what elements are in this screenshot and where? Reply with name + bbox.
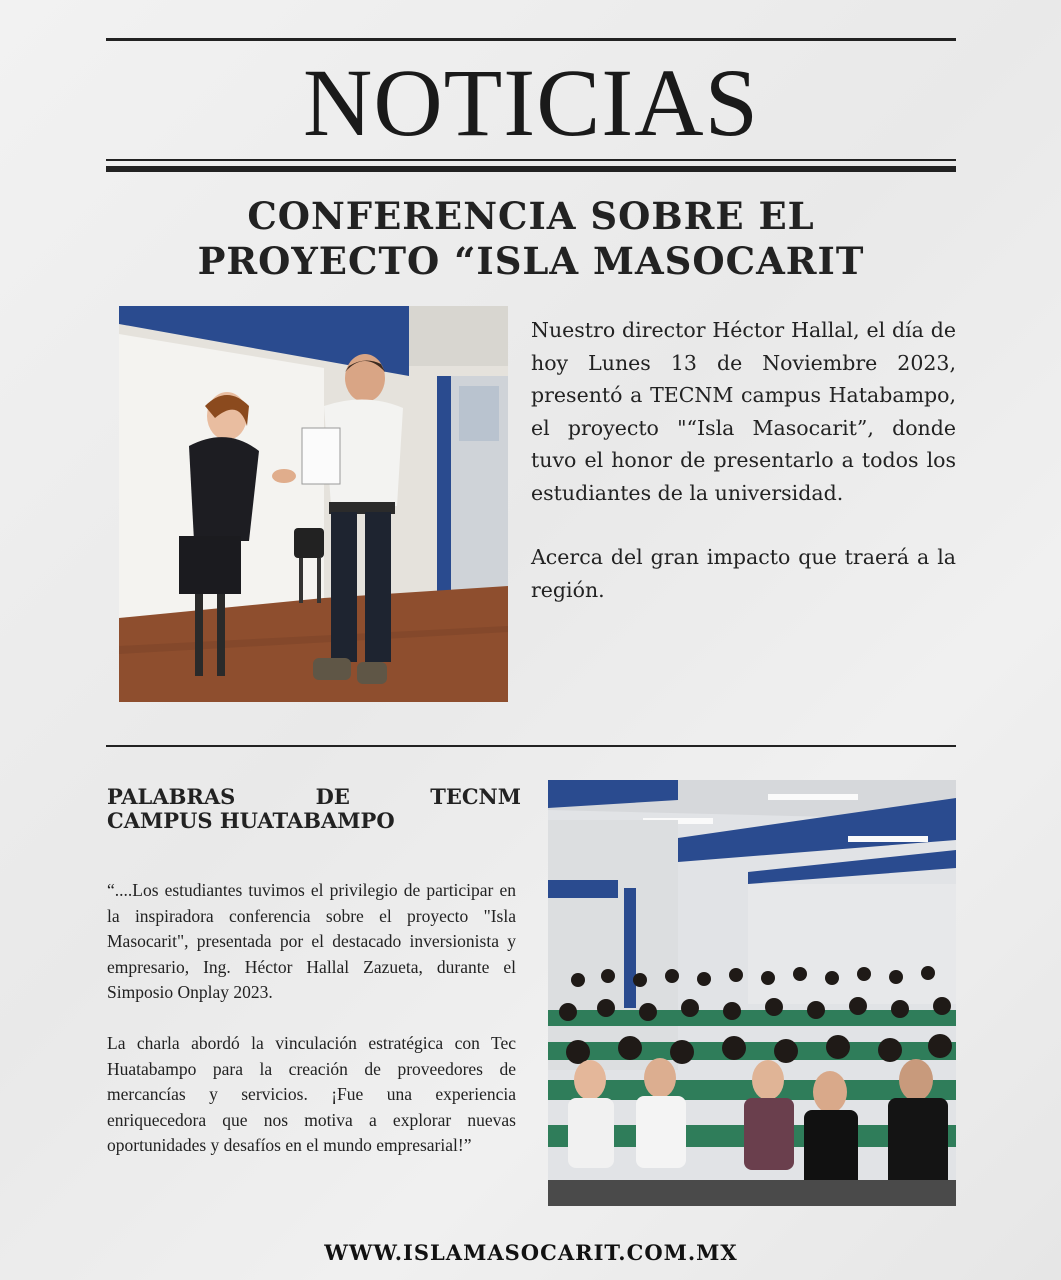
ceremony-photo [119, 306, 508, 702]
quote-paragraph-2: La charla abordó la vinculación estratégica con Tec Huatabampo para la creación de proveedores de mercancías y servicios. ¡Fue una experiencia enriquecedora que nos motiva a explorar nuevas oportunidades y desafíos en el mundo empresarial!” [107, 1032, 516, 1156]
headline-line-1: CONFERENCIA SOBRE EL [247, 194, 815, 238]
article-paragraph-2: Acerca del gran impacto que traerá a la región. [531, 545, 956, 602]
website-url: WWW.ISLAMASOCARIT.COM.MX [324, 1240, 738, 1265]
audience-illustration [548, 780, 956, 1206]
section2-title-line-2: CAMPUS HUATABAMPO [107, 808, 395, 833]
audience-photo [548, 780, 956, 1206]
section-divider [106, 745, 956, 747]
ceremony-illustration [119, 306, 508, 702]
masthead-title: NOTICIAS [303, 49, 759, 156]
section2-title-line-1: PALABRAS DE TECNM [107, 784, 521, 809]
top-rule [106, 38, 956, 41]
section2-title [107, 785, 521, 833]
quote-paragraph-1: “....Los estudiantes tuvimos el privilegio de participar en la inspiradora conferencia sobre el proyecto "Isla Masocarit", presentada por el destacado inversionista y empresario, Ing. Héctor Hallal Zazueta, durante el Simposio Onplay 2023. [107, 880, 516, 1003]
masthead-rule-thick [106, 166, 956, 172]
article-body [531, 314, 956, 638]
article-paragraph-1: Nuestro director Héctor Hallal, el día de hoy Lunes 13 de Noviembre 2023, presentó a TECNM campus Hatabampo, el proyecto "“Isla Masocarit”, donde tuvo el honor de presentarlo a todos los estudiantes de la universidad. [531, 318, 956, 505]
headline-line-2: PROYECTO “ISLA MASOCARIT [197, 239, 865, 283]
student-quote [107, 878, 516, 1184]
masthead-rule-thin [106, 159, 956, 161]
article-headline [106, 194, 956, 284]
